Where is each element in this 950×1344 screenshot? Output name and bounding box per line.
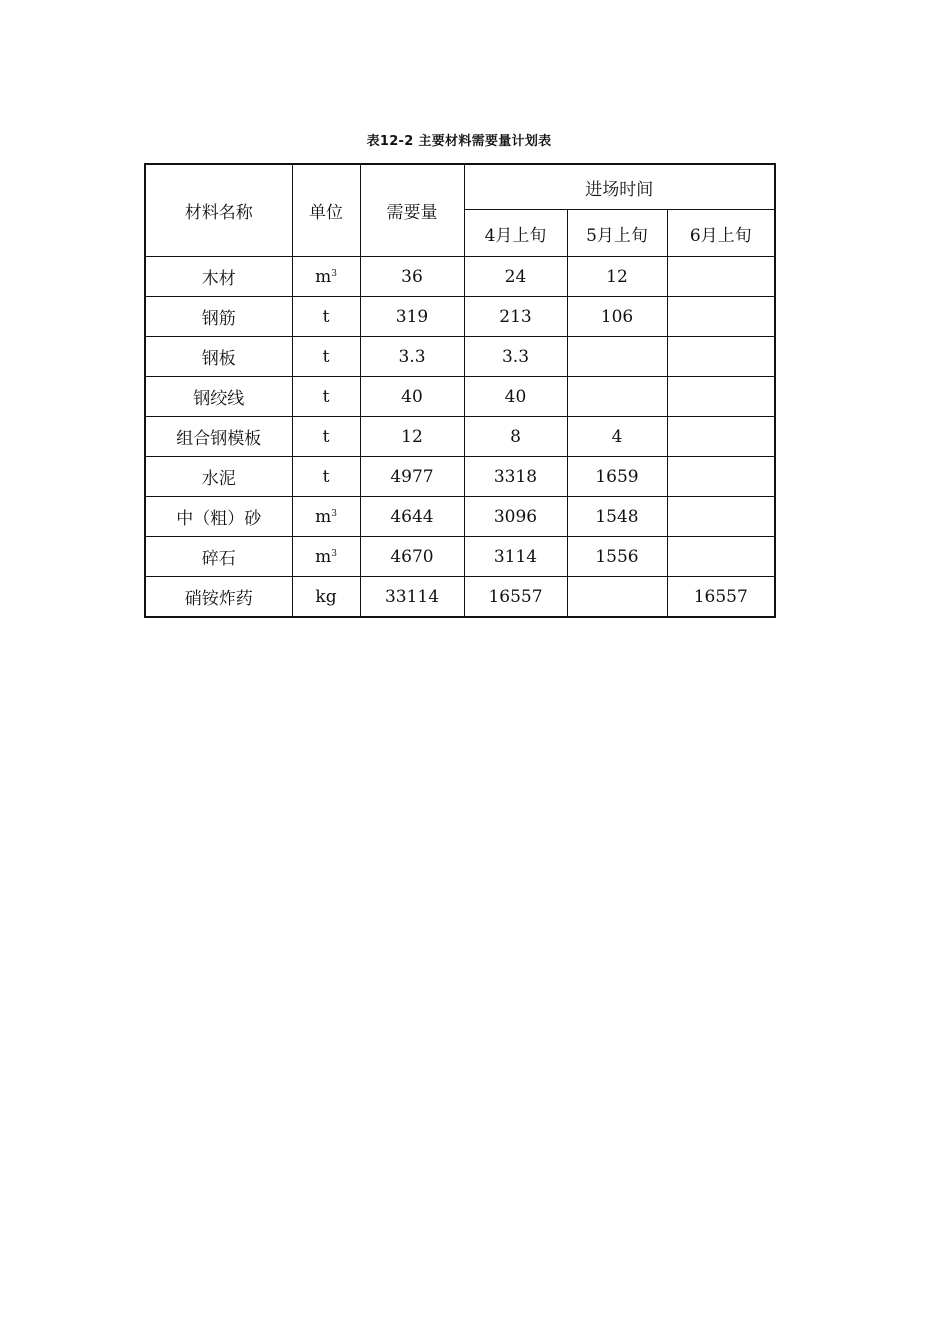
material-name-cell: 水泥 <box>145 457 292 497</box>
demand-cell: 40 <box>360 377 464 417</box>
period-june-cell <box>667 377 775 417</box>
unit-base: t <box>322 426 330 447</box>
period-june-cell <box>667 537 775 577</box>
period-april-cell: 3.3 <box>464 337 567 377</box>
demand-cell: 4644 <box>360 497 464 537</box>
material-name-cell: 碎石 <box>145 537 292 577</box>
header-row-top <box>145 164 775 210</box>
unit-cell <box>292 537 360 577</box>
unit-cell <box>292 577 360 618</box>
unit-cell <box>292 297 360 337</box>
unit-cell <box>292 337 360 377</box>
table-row <box>145 537 775 577</box>
unit-base: t <box>322 306 330 327</box>
material-name-cell: 钢板 <box>145 337 292 377</box>
period-april-cell: 3114 <box>464 537 567 577</box>
period-june-cell <box>667 457 775 497</box>
table-row <box>145 417 775 457</box>
header-entry-time: 进场时间 <box>464 164 775 210</box>
header-period-may: 5月上旬 <box>567 210 667 257</box>
unit-cell <box>292 377 360 417</box>
unit-exponent: 3 <box>331 508 337 519</box>
table-row <box>145 577 775 618</box>
period-may-cell: 106 <box>567 297 667 337</box>
material-name-cell: 钢筋 <box>145 297 292 337</box>
material-name-cell: 木材 <box>145 257 292 297</box>
table-row <box>145 337 775 377</box>
period-april-cell: 3318 <box>464 457 567 497</box>
unit-base: m <box>315 546 332 567</box>
unit-cell <box>292 417 360 457</box>
unit-base: m <box>315 506 332 527</box>
period-june-cell <box>667 417 775 457</box>
period-may-cell: 1659 <box>567 457 667 497</box>
period-april-cell: 24 <box>464 257 567 297</box>
unit-cell <box>292 257 360 297</box>
unit-base: t <box>322 346 330 367</box>
period-may-cell: 1556 <box>567 537 667 577</box>
unit-base: kg <box>315 586 337 607</box>
period-june-cell <box>667 257 775 297</box>
unit-cell <box>292 497 360 537</box>
period-may-cell: 1548 <box>567 497 667 537</box>
period-may-cell <box>567 377 667 417</box>
header-unit: 单位 <box>292 164 360 257</box>
unit-cell <box>292 457 360 497</box>
period-april-cell: 3096 <box>464 497 567 537</box>
period-june-cell <box>667 497 775 537</box>
unit-exponent: 3 <box>331 268 337 279</box>
table-row <box>145 297 775 337</box>
unit-base: t <box>322 466 330 487</box>
period-may-cell <box>567 577 667 618</box>
period-may-cell <box>567 337 667 377</box>
material-name-cell: 硝铵炸药 <box>145 577 292 618</box>
header-material-name: 材料名称 <box>145 164 292 257</box>
material-name-cell: 组合钢模板 <box>145 417 292 457</box>
period-april-cell: 8 <box>464 417 567 457</box>
period-may-cell: 12 <box>567 257 667 297</box>
period-june-cell: 16557 <box>667 577 775 618</box>
demand-cell: 36 <box>360 257 464 297</box>
table-row <box>145 457 775 497</box>
table-row <box>145 497 775 537</box>
material-name-cell: 钢绞线 <box>145 377 292 417</box>
demand-cell: 4977 <box>360 457 464 497</box>
period-april-cell: 213 <box>464 297 567 337</box>
materials-plan-table <box>144 163 776 618</box>
unit-base: m <box>315 266 332 287</box>
demand-cell: 33114 <box>360 577 464 618</box>
period-june-cell <box>667 337 775 377</box>
unit-base: t <box>322 386 330 407</box>
table-body <box>145 257 775 618</box>
header-demand: 需要量 <box>360 164 464 257</box>
demand-cell: 3.3 <box>360 337 464 377</box>
demand-cell: 319 <box>360 297 464 337</box>
period-april-cell: 16557 <box>464 577 567 618</box>
header-period-april: 4月上旬 <box>464 210 567 257</box>
period-june-cell <box>667 297 775 337</box>
table-row <box>145 257 775 297</box>
header-period-june: 6月上旬 <box>667 210 775 257</box>
table-caption: 表12-2 主要材料需要量计划表 <box>366 134 552 149</box>
period-april-cell: 40 <box>464 377 567 417</box>
demand-cell: 4670 <box>360 537 464 577</box>
period-may-cell: 4 <box>567 417 667 457</box>
material-name-cell: 中（粗）砂 <box>145 497 292 537</box>
table-row <box>145 377 775 417</box>
unit-exponent: 3 <box>331 548 337 559</box>
demand-cell: 12 <box>360 417 464 457</box>
